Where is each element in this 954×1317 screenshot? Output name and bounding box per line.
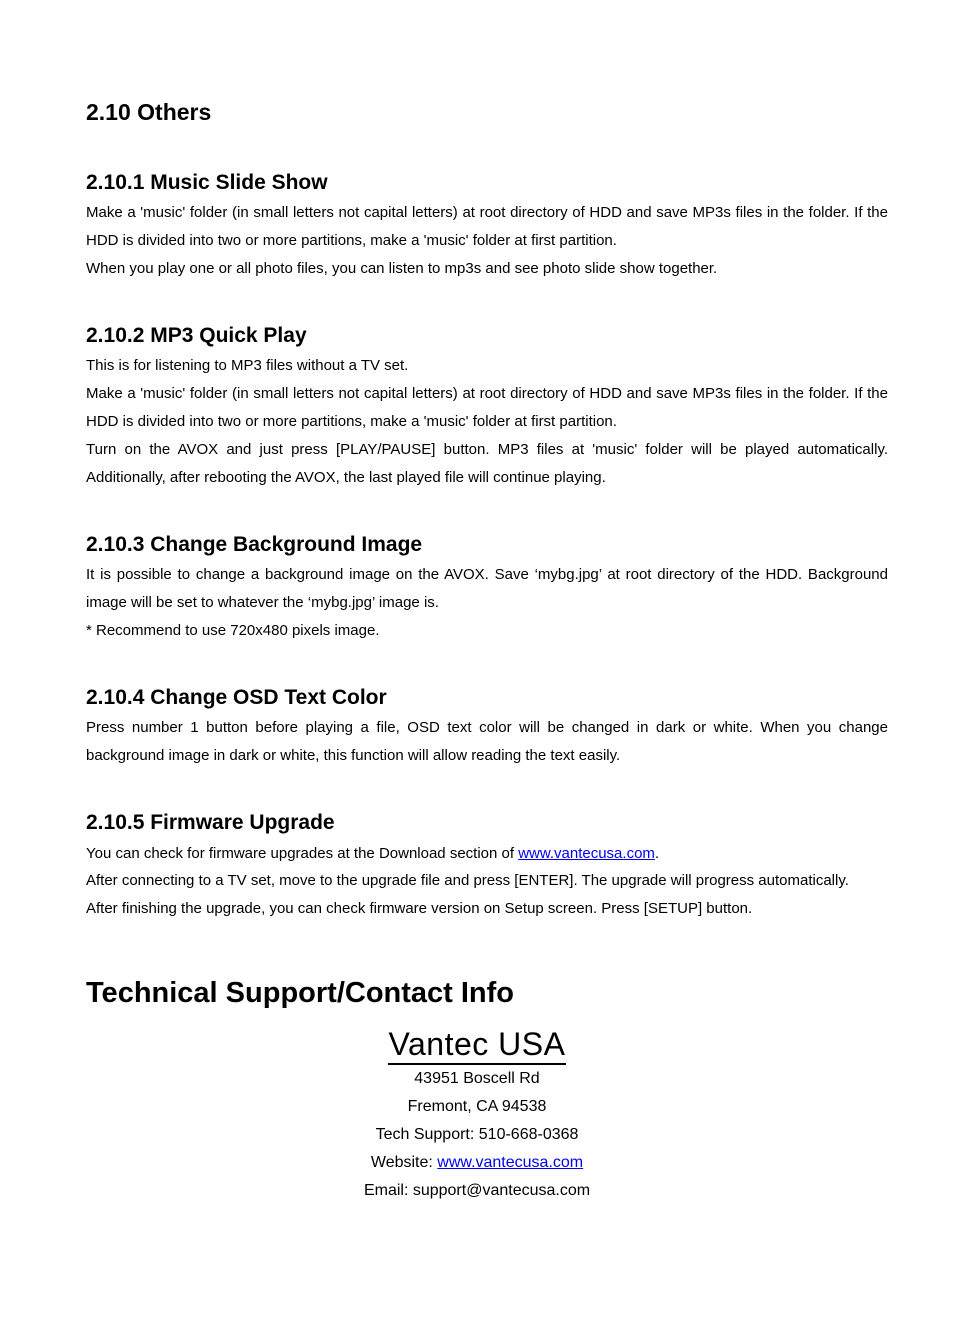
vantec-website-link[interactable]: www.vantecusa.com bbox=[518, 845, 655, 862]
heading-change-background: 2.10.3 Change Background Image bbox=[86, 533, 423, 556]
firmware-paragraph-1-suffix: . bbox=[654, 845, 660, 862]
address-line-2: Fremont, CA 94538 bbox=[407, 1098, 547, 1115]
firmware-paragraph-2: After connecting to a TV set, move to the upgrade file and press [ENTER]. The upgrade will progress automatically. bbox=[86, 872, 849, 889]
change-background-paragraph-1: It is possible to change a background image on the AVOX. Save ‘mybg.jpg’ at root directory of the HDD. Background image will be set to whatever the ‘mybg.jpg’ image is. bbox=[86, 566, 888, 611]
support-website-link[interactable]: www.vantecusa.com bbox=[437, 1154, 584, 1171]
music-slide-show-paragraph-1: Make a 'music' folder (in small letters not capital letters) at root directory of HDD and save MP3s files in the folder. If the HDD is divided into two or more partitions, make a 'music' folder at first partition. bbox=[86, 204, 888, 249]
tech-support-phone: Tech Support: 510-668-0368 bbox=[375, 1126, 579, 1143]
firmware-paragraph-1-prefix: You can check for firmware upgrades at the Download section of bbox=[86, 845, 519, 862]
section-heading-others: 2.10 Others bbox=[86, 99, 212, 125]
support-email: Email: support@vantecusa.com bbox=[363, 1182, 591, 1199]
firmware-paragraph-1 bbox=[86, 840, 888, 868]
mp3-quick-play-paragraph-2: Make a 'music' folder (in small letters not capital letters) at root directory of HDD and save MP3s files in the folder. If the HDD is divided into two or more partitions, make a 'music' folder at first partition. bbox=[86, 385, 888, 430]
heading-change-osd: 2.10.4 Change OSD Text Color bbox=[86, 686, 387, 709]
vantec-brand-name: Vantec USA bbox=[388, 1025, 567, 1065]
mp3-quick-play-paragraph-1: This is for listening to MP3 files without a TV set. bbox=[86, 357, 409, 374]
support-heading: Technical Support/Contact Info bbox=[86, 977, 515, 1009]
change-osd-paragraph-1: Press number 1 button before playing a file, OSD text color will be changed in dark or white. When you change background image in dark or white, this function will allow reading the text easily. bbox=[86, 719, 888, 764]
change-background-paragraph-2: * Recommend to use 720x480 pixels image. bbox=[86, 622, 380, 639]
address-line-1: 43951 Boscell Rd bbox=[414, 1070, 540, 1087]
heading-music-slide-show: 2.10.1 Music Slide Show bbox=[86, 171, 328, 194]
firmware-paragraph-3: After finishing the upgrade, you can check firmware version on Setup screen. Press [SETUP] button. bbox=[86, 900, 753, 917]
heading-mp3-quick-play: 2.10.2 MP3 Quick Play bbox=[86, 324, 307, 347]
contact-info-block bbox=[0, 1025, 954, 1205]
website-line bbox=[0, 1149, 954, 1177]
heading-firmware-upgrade: 2.10.5 Firmware Upgrade bbox=[86, 811, 335, 834]
mp3-quick-play-paragraph-3: Turn on the AVOX and just press [PLAY/PAUSE] button. MP3 files at 'music' folder will be played automatically. Additionally, after rebooting the AVOX, the last played file will continue playing. bbox=[86, 441, 888, 486]
music-slide-show-paragraph-2: When you play one or all photo files, you can listen to mp3s and see photo slide show together. bbox=[86, 260, 718, 277]
website-label: Website: bbox=[370, 1154, 438, 1171]
